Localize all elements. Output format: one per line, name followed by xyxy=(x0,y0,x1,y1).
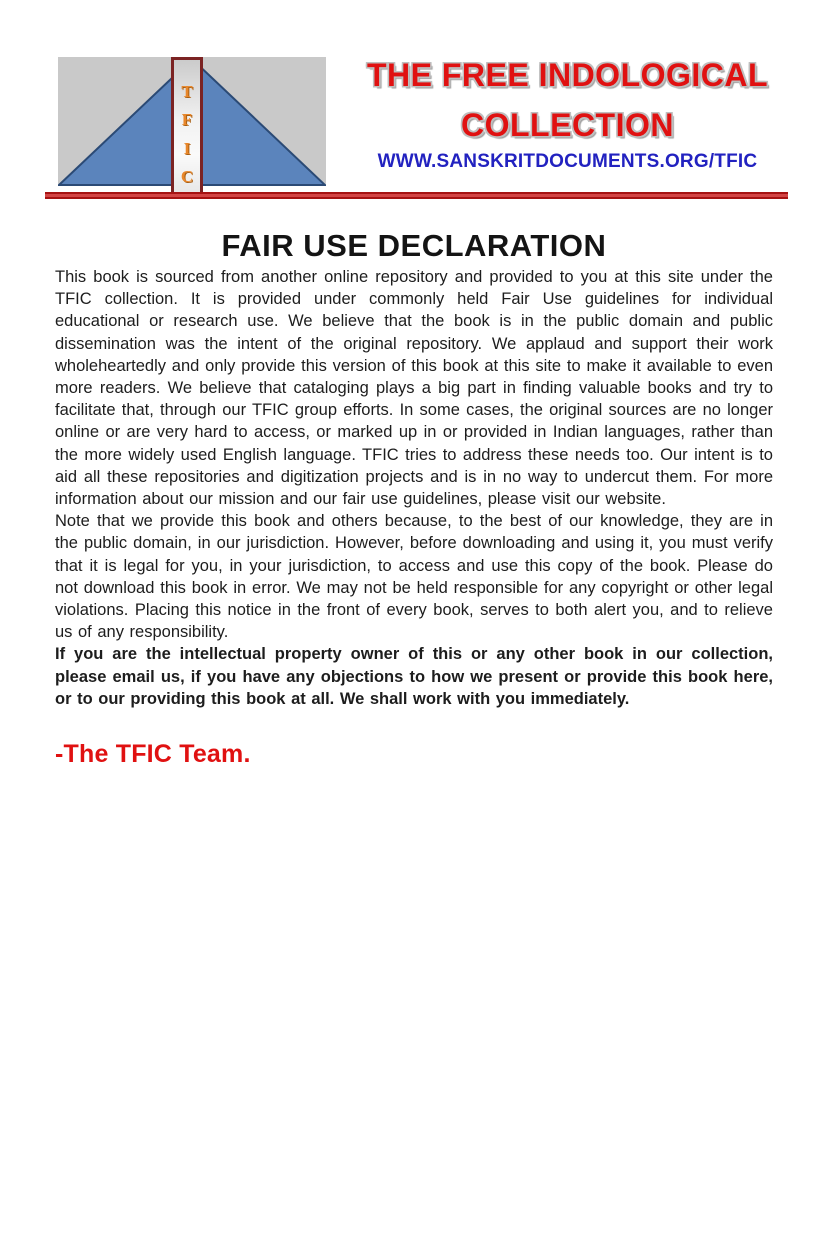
logo-letter-c: C xyxy=(180,166,194,186)
logo-letter-t: T xyxy=(181,82,193,102)
paragraph-copyright-owner: If you are the intellectual property owner of this or any other book in our collection, please email us, if you have any objections to how we present or provide this book here, or to our providing this book at all. We shall work with you immediately. xyxy=(55,645,773,708)
collection-title-line-2: COLLECTION xyxy=(461,107,674,143)
letterhead xyxy=(0,0,828,200)
logo-pillar xyxy=(171,57,203,199)
paragraph-sourcing: This book is sourced from another online repository and provided to you at this site under the TFIC collection. It is provided under commonly held Fair Use guidelines for individual educational or research use. We believe that the book is in the public domain and public dissemination was the intent of the original repository. We applaud and support their work wholeheartedly and only provide this version of this book at this site to make it available to even more readers. We believe that cataloging plays a big part in finding valuable books and try to facilitate that, through our TFIC group efforts. In some cases, the original sources are no longer online or are very hard to access, or marked up in or provided in Indian languages, rather than the more widely used English language. TFIC tries to address these needs too. Our intent is to aid all these repositories and digitization projects and is in no way to undercut them. For more information about our mission and our fair use guidelines, please visit our website. xyxy=(55,268,773,509)
collection-title-line-1: THE FREE INDOLOGICAL xyxy=(366,57,769,93)
body-text xyxy=(55,266,773,710)
logo-letter-i: I xyxy=(183,138,191,158)
signature: -The TFIC Team. xyxy=(55,740,251,769)
site-url: WWW.SANSKRITDOCUMENTS.ORG/TFIC xyxy=(377,151,758,172)
declaration-body xyxy=(0,226,828,769)
logo-letter-f: F xyxy=(181,110,193,130)
page-title: FAIR USE DECLARATION xyxy=(221,228,607,263)
double-rule-divider xyxy=(45,192,788,199)
collection-title-block xyxy=(330,50,805,173)
tfic-logo xyxy=(58,57,326,186)
paragraph-jurisdiction: Note that we provide this book and others because, to the best of our knowledge, they are in the public domain, in our jurisdiction. However, before downloading and using it, you must verify that it is legal for you, in your jurisdiction, to access and use this copy of the book. Please do not download this book in error. We may not be held responsible for any copyright or other legal violations. Placing this notice in the front of every book, serves to both alert you, and to relieve us of any responsibility. xyxy=(55,512,773,642)
